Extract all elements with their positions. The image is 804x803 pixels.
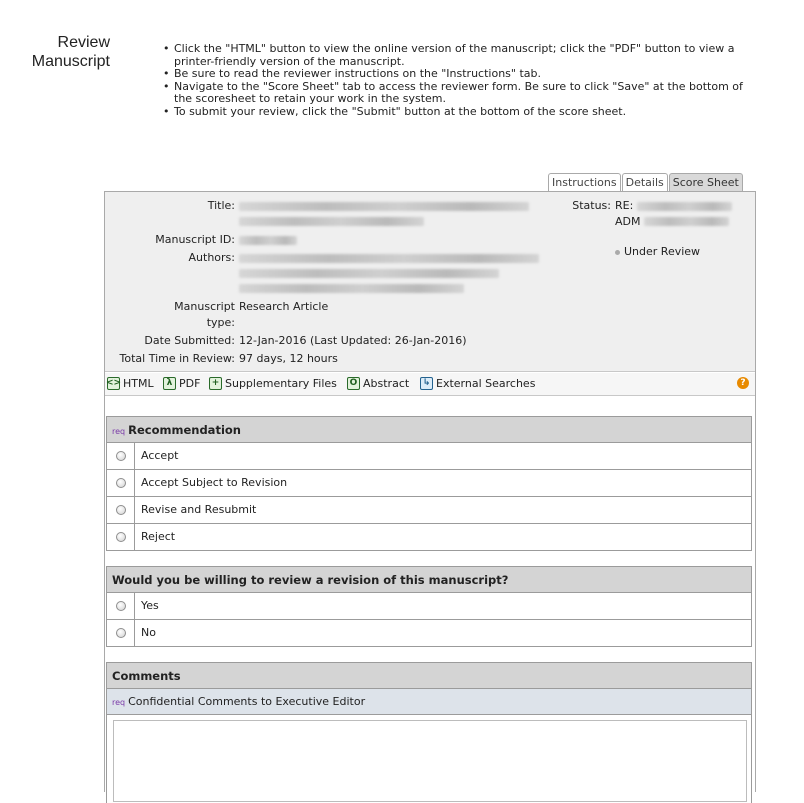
- recommendation-option-accept-subject: [107, 470, 751, 497]
- radio-reject[interactable]: [116, 532, 126, 542]
- comments-header: Comments: [107, 663, 751, 689]
- authors-value: [239, 250, 559, 295]
- title-label: Title:: [207, 199, 235, 212]
- authors-label: Authors:: [188, 251, 235, 264]
- html-button[interactable]: [107, 375, 154, 392]
- recommendation-title: Recommendation: [128, 423, 241, 437]
- abstract-icon: O: [347, 377, 360, 390]
- instruction-item: • Navigate to the "Score Sheet" tab to access the reviewer form. Be sure to click "Save" at the bottom of the scoresheet to retain your work in the system.: [160, 81, 760, 106]
- supplementary-files-button[interactable]: [209, 375, 337, 392]
- plus-icon: +: [209, 377, 222, 390]
- recommendation-section: [106, 416, 752, 551]
- help-icon[interactable]: ?: [737, 377, 749, 389]
- instruction-item: • To submit your review, click the "Submit" button at the bottom of the score sheet.: [160, 106, 760, 119]
- supplementary-files-label: Supplementary Files: [225, 377, 337, 390]
- revision-option-yes: [107, 593, 751, 620]
- date-submitted-label: Date Submitted:: [144, 334, 235, 347]
- status-value: [615, 198, 755, 229]
- redacted-text: [239, 269, 499, 278]
- confidential-comments-textarea[interactable]: [113, 720, 747, 802]
- date-submitted-value: 12-Jan-2016 (Last Updated: 26-Jan-2016): [239, 334, 467, 347]
- tab-instructions[interactable]: Instructions: [548, 173, 621, 191]
- abstract-label: Abstract: [363, 377, 410, 390]
- external-link-icon: ↳: [420, 377, 433, 390]
- html-button-label: HTML: [123, 377, 154, 390]
- redacted-text: [239, 254, 539, 263]
- radio-accept-subject-to-revision[interactable]: [116, 478, 126, 488]
- confidential-comments-header: [107, 689, 751, 715]
- manuscript-id-value: [239, 232, 339, 248]
- manuscript-toolbar: [105, 373, 755, 396]
- option-label: No: [141, 626, 156, 639]
- status-label: Status:: [572, 199, 611, 212]
- score-sheet: [105, 396, 755, 796]
- instruction-item: • Click the "HTML" button to view the online version of the manuscript; click the "PDF" button to view a printer-friendly version of the manuscript.: [160, 43, 760, 68]
- redacted-text: [239, 217, 424, 226]
- option-label: Revise and Resubmit: [141, 503, 257, 516]
- radio-accept[interactable]: [116, 451, 126, 461]
- manuscript-type-label: [105, 299, 235, 330]
- redacted-text: [644, 217, 729, 226]
- tab-details[interactable]: Details: [622, 173, 668, 191]
- redacted-text: [239, 202, 529, 211]
- revision-option-no: [107, 620, 751, 647]
- redacted-text: [239, 236, 297, 245]
- total-time-label: Total Time in Review:: [119, 352, 235, 365]
- option-label: Yes: [141, 599, 159, 612]
- status-prefix-adm: ADM: [615, 214, 641, 228]
- option-label: Accept: [141, 449, 179, 462]
- instruction-item: • Be sure to read the reviewer instructions on the "Instructions" tab.: [160, 68, 760, 81]
- manuscript-type-label-1: Manuscript: [174, 300, 235, 313]
- required-marker: req: [112, 427, 126, 436]
- required-marker: req: [112, 698, 126, 707]
- comments-section: [106, 662, 752, 803]
- status-prefix-re: RE:: [615, 199, 634, 212]
- tab-bar: [548, 173, 744, 191]
- recommendation-option-accept: [107, 443, 751, 470]
- html-icon: <>: [105, 378, 122, 388]
- manuscript-type-label-2: type:: [206, 315, 235, 329]
- title-value: [239, 198, 539, 229]
- redacted-text: [239, 284, 464, 293]
- instructions-list: [160, 43, 760, 118]
- manuscript-details: [105, 192, 755, 372]
- revision-header: Would you be willing to review a revision of this manuscript?: [107, 567, 751, 593]
- pdf-button-label: PDF: [179, 377, 201, 390]
- radio-no[interactable]: [116, 628, 126, 638]
- recommendation-option-revise: [107, 497, 751, 524]
- redacted-text: [637, 202, 732, 211]
- manuscript-id-label: Manuscript ID:: [155, 233, 235, 246]
- radio-revise-and-resubmit[interactable]: [116, 505, 126, 515]
- pdf-icon: λ: [163, 377, 176, 390]
- abstract-button[interactable]: [347, 375, 409, 392]
- revision-willingness-section: [106, 566, 752, 647]
- pdf-button[interactable]: [163, 375, 200, 392]
- manuscript-type-value: Research Article: [239, 300, 329, 313]
- confidential-comments-label: Confidential Comments to Executive Editor: [128, 695, 366, 708]
- tab-score-sheet[interactable]: Score Sheet: [669, 173, 743, 191]
- page-title-line2: Manuscript: [31, 53, 110, 70]
- external-searches-label: External Searches: [436, 377, 536, 390]
- total-time-value: 97 days, 12 hours: [239, 352, 338, 365]
- page-title: [14, 33, 110, 71]
- external-searches-button[interactable]: [420, 375, 535, 392]
- option-label: Accept Subject to Revision: [141, 476, 288, 489]
- status-text: Under Review: [624, 245, 701, 258]
- page-title-line1: Review: [57, 34, 110, 51]
- recommendation-option-reject: [107, 524, 751, 551]
- status-dot-icon: [615, 250, 620, 255]
- option-label: Reject: [141, 530, 176, 543]
- review-panel: [104, 191, 756, 792]
- recommendation-header: [107, 417, 751, 443]
- status-badge: [615, 244, 755, 260]
- radio-yes[interactable]: [116, 601, 126, 611]
